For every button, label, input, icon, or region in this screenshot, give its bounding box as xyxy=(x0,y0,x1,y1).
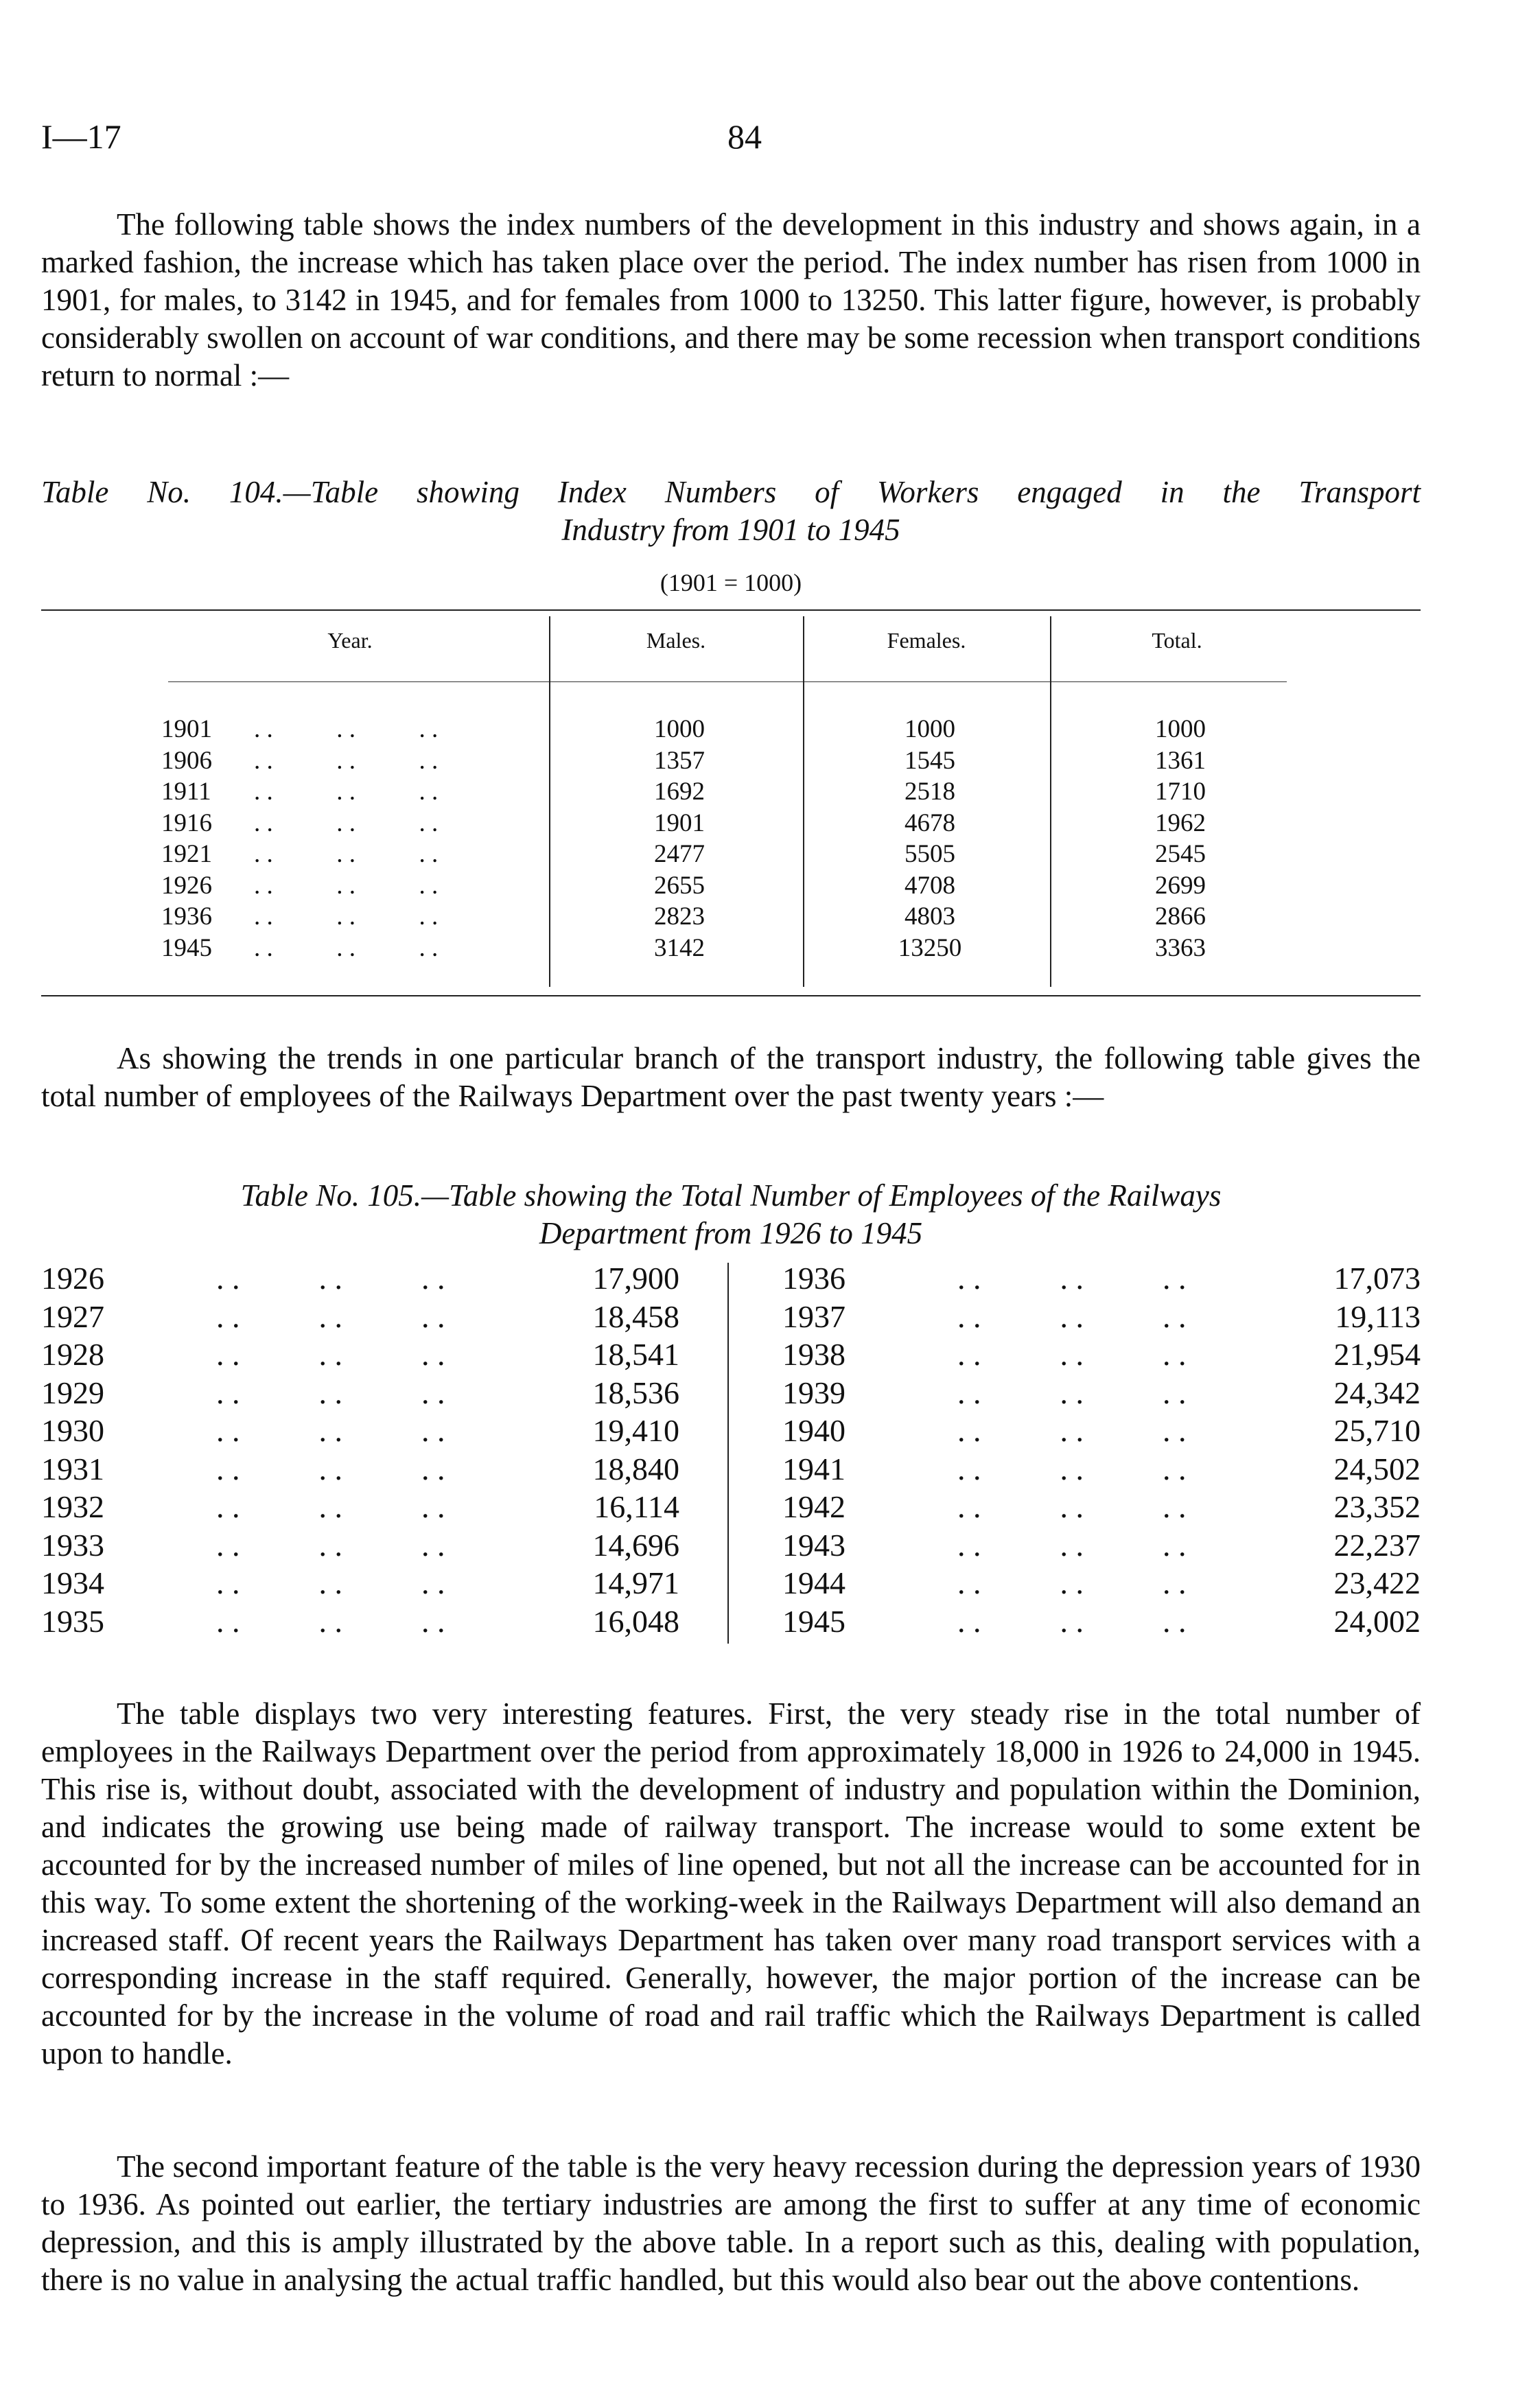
table-105-leader-dots: . . . . . . xyxy=(957,1413,1187,1448)
table-105-row xyxy=(41,1488,679,1526)
table-104-header-year: Year. xyxy=(327,628,373,653)
table-104-total-cell: 2545 xyxy=(1155,840,1206,868)
table-105-leader-dots: . . . . . . xyxy=(216,1413,445,1448)
table-104-leader-dots: . . . . . . xyxy=(254,902,439,931)
table-104-year-cell: 1901 xyxy=(161,715,212,743)
table-104-year-cell: 1911 xyxy=(161,778,211,806)
table-105-year: 1935 xyxy=(41,1603,104,1639)
table-105-leader-dots: . . . . . . xyxy=(216,1527,445,1563)
table-104-total-cell: 2866 xyxy=(1155,902,1206,931)
table-105-value: 22,237 xyxy=(1333,1527,1421,1563)
table-105-value: 23,352 xyxy=(1333,1489,1421,1524)
table-105-year: 1943 xyxy=(782,1527,845,1563)
table-104-body xyxy=(0,714,1540,964)
table-104-row xyxy=(0,776,1540,808)
table-105-leader-dots: . . . . . . xyxy=(216,1565,445,1600)
table-105-leader-dots: . . . . . . xyxy=(216,1489,445,1524)
table-104-total-cell: 3363 xyxy=(1155,933,1206,962)
table-105-leader-dots: . . . . . . xyxy=(957,1527,1187,1563)
table-104-leader-dots: . . . . . . xyxy=(254,778,439,806)
table-105-year: 1940 xyxy=(782,1413,845,1448)
table-104-header-total: Total. xyxy=(1152,628,1202,653)
table-105-row xyxy=(782,1259,1421,1298)
table-104-leader-dots: . . . . . . xyxy=(254,746,439,775)
table-105-row xyxy=(41,1412,679,1450)
table-104-males-cell: 3142 xyxy=(654,933,705,962)
table-104-leader-dots: . . . . . . xyxy=(254,871,439,900)
table-104-row xyxy=(0,808,1540,839)
table-105-row xyxy=(782,1526,1421,1565)
page-number: 84 xyxy=(727,117,762,156)
table-104-year-cell: 1921 xyxy=(161,840,212,868)
table-104-leader-dots: . . . . . . xyxy=(254,933,439,962)
document-reference: I—17 xyxy=(41,117,121,156)
table-105-caption-line1: Table No. 105.—Table showing the Total Number of Employees of the Railways xyxy=(240,1178,1222,1213)
table-104-row xyxy=(0,745,1540,777)
table-105-value: 14,971 xyxy=(592,1565,679,1600)
table-105-leader-dots: . . . . . . xyxy=(216,1451,445,1486)
table-105-year: 1944 xyxy=(782,1565,845,1600)
table-105-value: 16,114 xyxy=(594,1489,679,1524)
table-105-value: 21,954 xyxy=(1333,1337,1421,1372)
table-104-year-cell: 1926 xyxy=(161,871,212,900)
table-105-value: 18,458 xyxy=(592,1298,679,1334)
table-104-total-cell: 1361 xyxy=(1155,746,1206,775)
table-104-leader-dots: . . . . . . xyxy=(254,715,439,743)
table-104-total-cell: 2699 xyxy=(1155,871,1206,900)
table-105-row xyxy=(782,1335,1421,1374)
table-104-total-cell: 1000 xyxy=(1155,715,1206,743)
table-105-year: 1937 xyxy=(782,1298,845,1334)
table-104-row xyxy=(0,714,1540,745)
table-104-females-cell: 13250 xyxy=(898,933,962,962)
table-105-row xyxy=(782,1298,1421,1336)
table-105-year: 1945 xyxy=(782,1603,845,1639)
table-105-leader-dots: . . . . . . xyxy=(957,1565,1187,1600)
table-105-leader-dots: . . . . . . xyxy=(957,1451,1187,1486)
table-105-year: 1929 xyxy=(41,1375,104,1410)
table-104-females-cell: 5505 xyxy=(905,840,955,868)
table-105-year: 1931 xyxy=(41,1451,104,1486)
table-105-row xyxy=(41,1450,679,1489)
table-104-total-cell: 1710 xyxy=(1155,778,1206,806)
table-105-caption xyxy=(41,1177,1421,1252)
table-105-leader-dots: . . . . . . xyxy=(957,1603,1187,1639)
table-104-year-cell: 1906 xyxy=(161,746,212,775)
table-104-bottom-rule xyxy=(41,995,1421,996)
table-104-year-cell: 1936 xyxy=(161,902,212,931)
table-105-row xyxy=(41,1602,679,1641)
table-105-year: 1933 xyxy=(41,1527,104,1563)
table-105-year: 1942 xyxy=(782,1489,845,1524)
table-104-total-cell: 1962 xyxy=(1155,808,1206,837)
table-105-left-column xyxy=(41,1259,679,1640)
table-104-females-cell: 1545 xyxy=(905,746,955,775)
table-105-year: 1934 xyxy=(41,1565,104,1600)
table-105-row xyxy=(782,1450,1421,1489)
table-105-row xyxy=(41,1298,679,1336)
table-105-value: 14,696 xyxy=(592,1527,679,1563)
table-105-value: 24,502 xyxy=(1333,1451,1421,1486)
table-104-females-cell: 4708 xyxy=(905,871,955,900)
table-105-value: 19,113 xyxy=(1335,1298,1421,1334)
table-105-row xyxy=(41,1335,679,1374)
table-104-row xyxy=(0,839,1540,870)
table-104-base-note: (1901 = 1000) xyxy=(660,569,802,596)
table-105-row xyxy=(782,1602,1421,1641)
table-105-year: 1926 xyxy=(41,1261,104,1296)
table-104-females-cell: 4678 xyxy=(905,808,955,837)
table-105-leader-dots: . . . . . . xyxy=(216,1375,445,1410)
table-104-males-cell: 1000 xyxy=(654,715,705,743)
table-104-row xyxy=(0,870,1540,902)
recession-paragraph: The second important feature of the table is the very heavy recession during the depression years of 1930 to 1936. As pointed out earlier, the tertiary industries are among the first to suffer at any time of economic depression, and this is amply illustrated by the above table. In a report such as this, dealing with population, there is no value in analysing the actual traffic handled, but this would also bear out the above contentions. xyxy=(41,2149,1421,2297)
table-104-leader-dots: . . . . . . xyxy=(254,840,439,868)
table-104-caption xyxy=(41,474,1421,549)
table-104-body-inner xyxy=(0,714,1540,964)
table-105-row xyxy=(782,1412,1421,1450)
table-104-header-females: Females. xyxy=(887,628,966,653)
table-104-header-males: Males. xyxy=(646,628,706,653)
table-105-year: 1936 xyxy=(782,1261,845,1296)
features-paragraph: The table displays two very interesting features. First, the very steady rise in the total number of employees in the Railways Department over the period from approximately 18,000 in 1926 to 24,000 in 1945. This rise is, without doubt, associated with the development of industry and population within the Dominion, and indicates the growing use being made of railway transport. The increase would to some extent be accounted for by the increased number of miles of line opened, but not all the increase can be accounted for in this way. To some extent the shortening of the working-week in the Railways Department will also demand an increased staff. Of recent years the Railways Department has taken over many road transport services with a corresponding increase in the staff required. Generally, however, the major portion of the increase can be accounted for by the increase in the volume of road and rail traffic which the Railways Department is called upon to handle. xyxy=(41,1696,1421,2070)
table-105-value: 24,342 xyxy=(1333,1375,1421,1410)
railways-paragraph: As showing the trends in one particular branch of the transport industry, the following table gives the total number of employees of the Railways Department over the past twenty years :— xyxy=(41,1041,1421,1113)
table-104-leader-dots: . . . . . . xyxy=(254,808,439,837)
table-104-header-rule xyxy=(168,681,1287,682)
table-104-males-cell: 1357 xyxy=(654,746,705,775)
table-105-divider xyxy=(727,1263,729,1644)
table-105-leader-dots: . . . . . . xyxy=(957,1337,1187,1372)
table-104-caption-line1: Table No. 104.—Table showing Index Numbers of Workers engaged in the Transport xyxy=(41,475,1421,509)
table-104-caption-line2: Industry from 1901 to 1945 xyxy=(561,513,900,547)
table-105-value: 19,410 xyxy=(592,1413,679,1448)
table-104-males-cell: 2477 xyxy=(654,840,705,868)
table-105-row xyxy=(782,1374,1421,1412)
table-105-row xyxy=(41,1374,679,1412)
table-104-row xyxy=(0,933,1540,964)
table-105-year: 1938 xyxy=(782,1337,845,1372)
table-105-year: 1941 xyxy=(782,1451,845,1486)
table-105-leader-dots: . . . . . . xyxy=(216,1337,445,1372)
table-105-row xyxy=(41,1564,679,1602)
table-105-value: 17,073 xyxy=(1333,1261,1421,1296)
table-104-top-rule xyxy=(41,609,1421,611)
intro-paragraph: The following table shows the index numbers of the development in this industry and shows again, in a marked fashion, the increase which has taken place over the period. The index number has risen from 1000 in 1901, for males, to 3142 in 1945, and for females from 1000 to 13250. This latter figure, however, is probably considerably swollen on account of war conditions, and there may be some recession when transport conditions return to normal :— xyxy=(41,207,1421,393)
table-105-value: 25,710 xyxy=(1333,1413,1421,1448)
table-105-year: 1927 xyxy=(41,1298,104,1334)
table-104-females-cell: 2518 xyxy=(905,778,955,806)
table-104-males-cell: 2823 xyxy=(654,902,705,931)
table-105-row xyxy=(782,1488,1421,1526)
table-104-males-cell: 1692 xyxy=(654,778,705,806)
table-105-year: 1928 xyxy=(41,1337,104,1372)
table-104-males-cell: 1901 xyxy=(654,808,705,837)
table-105-year: 1932 xyxy=(41,1489,104,1524)
table-104-year-cell: 1916 xyxy=(161,808,212,837)
table-105-value: 17,900 xyxy=(592,1261,679,1296)
table-105-year: 1930 xyxy=(41,1413,104,1448)
table-105-value: 18,536 xyxy=(592,1375,679,1410)
table-105-leader-dots: . . . . . . xyxy=(216,1298,445,1334)
table-104-males-cell: 2655 xyxy=(654,871,705,900)
table-105-row xyxy=(41,1526,679,1565)
table-104-row xyxy=(0,901,1540,933)
table-105-value: 18,541 xyxy=(592,1337,679,1372)
table-105-leader-dots: . . . . . . xyxy=(957,1298,1187,1334)
table-105-leader-dots: . . . . . . xyxy=(957,1261,1187,1296)
table-104-year-cell: 1945 xyxy=(161,933,212,962)
table-105-leader-dots: . . . . . . xyxy=(957,1489,1187,1524)
table-105-value: 16,048 xyxy=(592,1603,679,1639)
table-105-value: 18,840 xyxy=(592,1451,679,1486)
table-105-leader-dots: . . . . . . xyxy=(957,1375,1187,1410)
table-105-value: 23,422 xyxy=(1333,1565,1421,1600)
table-105-right-column xyxy=(782,1259,1421,1640)
table-105-leader-dots: . . . . . . xyxy=(216,1603,445,1639)
table-104-females-cell: 1000 xyxy=(905,715,955,743)
table-104-females-cell: 4803 xyxy=(905,902,955,931)
table-105-value: 24,002 xyxy=(1333,1603,1421,1639)
table-105-caption-line2: Department from 1926 to 1945 xyxy=(539,1216,923,1250)
table-105-row xyxy=(782,1564,1421,1602)
table-105-year: 1939 xyxy=(782,1375,845,1410)
table-105-leader-dots: . . . . . . xyxy=(216,1261,445,1296)
table-105-row xyxy=(41,1259,679,1298)
